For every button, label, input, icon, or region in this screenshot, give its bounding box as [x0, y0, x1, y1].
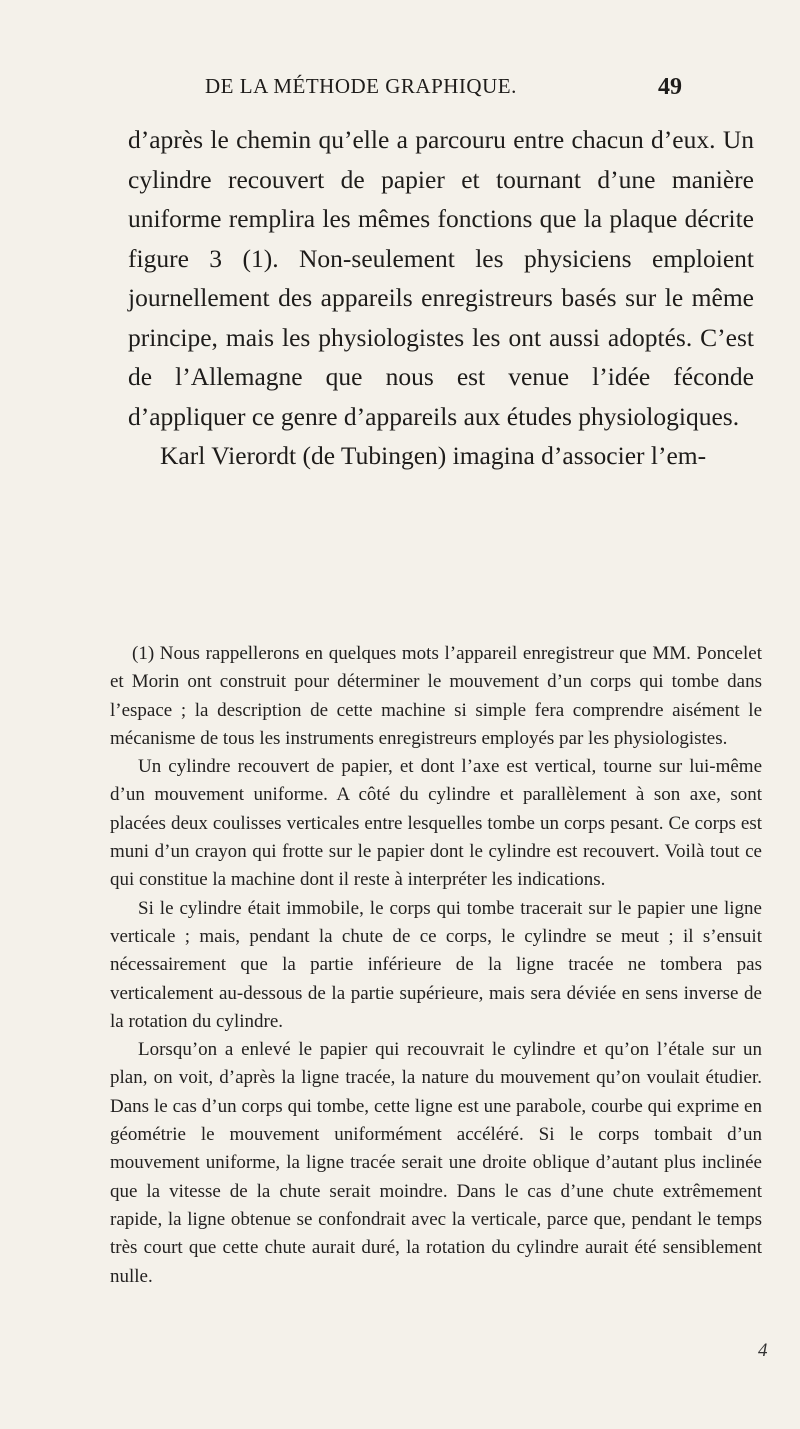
page-number: 49 — [658, 74, 682, 100]
signature-mark: 4 — [758, 1340, 768, 1361]
footnote-paragraph: Lorsqu’on a enlevé le papier qui recouvrait le cylindre et qu’on l’étale sur un plan, on voit, d’après la ligne tracée, la nature du mouvement qu’on voulait étudier. Dans le cas d’un corps qui tombe, cette ligne est une parabole, courbe qui exprime en géométrie le mouvement uniformément accéléré. Si le corps tombait d’un mouvement uniforme, la ligne tracée serait une droite oblique d’autant plus inclinée que la vitesse de la chute serait moindre. Dans le cas d’une chute extrêmement rapide, la ligne obtenue se confondrait avec la verticale, parce que, pendant le temps très court que cette chute aurait duré, la rotation du cylindre aurait été sensiblement nulle. — [110, 1039, 762, 1287]
running-title: DE LA MÉTHODE GRAPHIQUE. — [205, 74, 517, 98]
body-paragraph: d’après le chemin qu’elle a parcouru entre chacun d’eux. Un cylindre recouvert de papier et tournant d’une manière uniforme remplira les mêmes fonctions que la plaque décrite figure 3 (1). Non-seulement les physiciens emploient journellement des appareils enregistreurs basés sur le même principe, mais les physiologistes les ont aussi adoptés. C’est de l’Allemagne que nous est venue l’idée féconde d’appliquer ce genre d’appareils aux études physiologiques. — [128, 125, 754, 431]
footnote-paragraph: (1) Nous rappellerons en quelques mots l’appareil enregistreur que MM. Poncelet et Morin ont construit pour déterminer le mouvement d’un corps qui tombe dans l’espace ; la description de cette machine si simple fera comprendre aisément le mécanisme de tous les instruments enregistreurs employés par les physiologistes. — [110, 643, 762, 749]
body-paragraph: Karl Vierordt (de Tubingen) imagina d’associer l’em- — [160, 441, 707, 470]
footnote-paragraph: Si le cylindre était immobile, le corps qui tombe tracerait sur le papier une ligne verticale ; mais, pendant la chute de ce corps, le cylindre se meut ; il s’ensuit nécessairement que la partie inférieure de la ligne tracée ne tombera pas verticalement au-dessous de la partie supérieure, mais sera déviée en sens inverse de la rotation du cylindre. — [110, 897, 762, 1032]
body-text — [128, 120, 754, 476]
footnote-paragraph: Un cylindre recouvert de papier, et dont l’axe est vertical, tourne sur lui-même d’un mouvement uniforme. A côté du cylindre et parallèlement à son axe, sont placées deux coulisses verticales entre lesquelles tombe un corps pesant. Ce corps est muni d’un crayon qui frotte sur le papier dont le cylindre est recouvert. Voilà tout ce qui constitue la machine dont il reste à interpréter les indications. — [110, 756, 762, 891]
running-header — [150, 74, 710, 104]
footnote — [110, 640, 762, 1291]
